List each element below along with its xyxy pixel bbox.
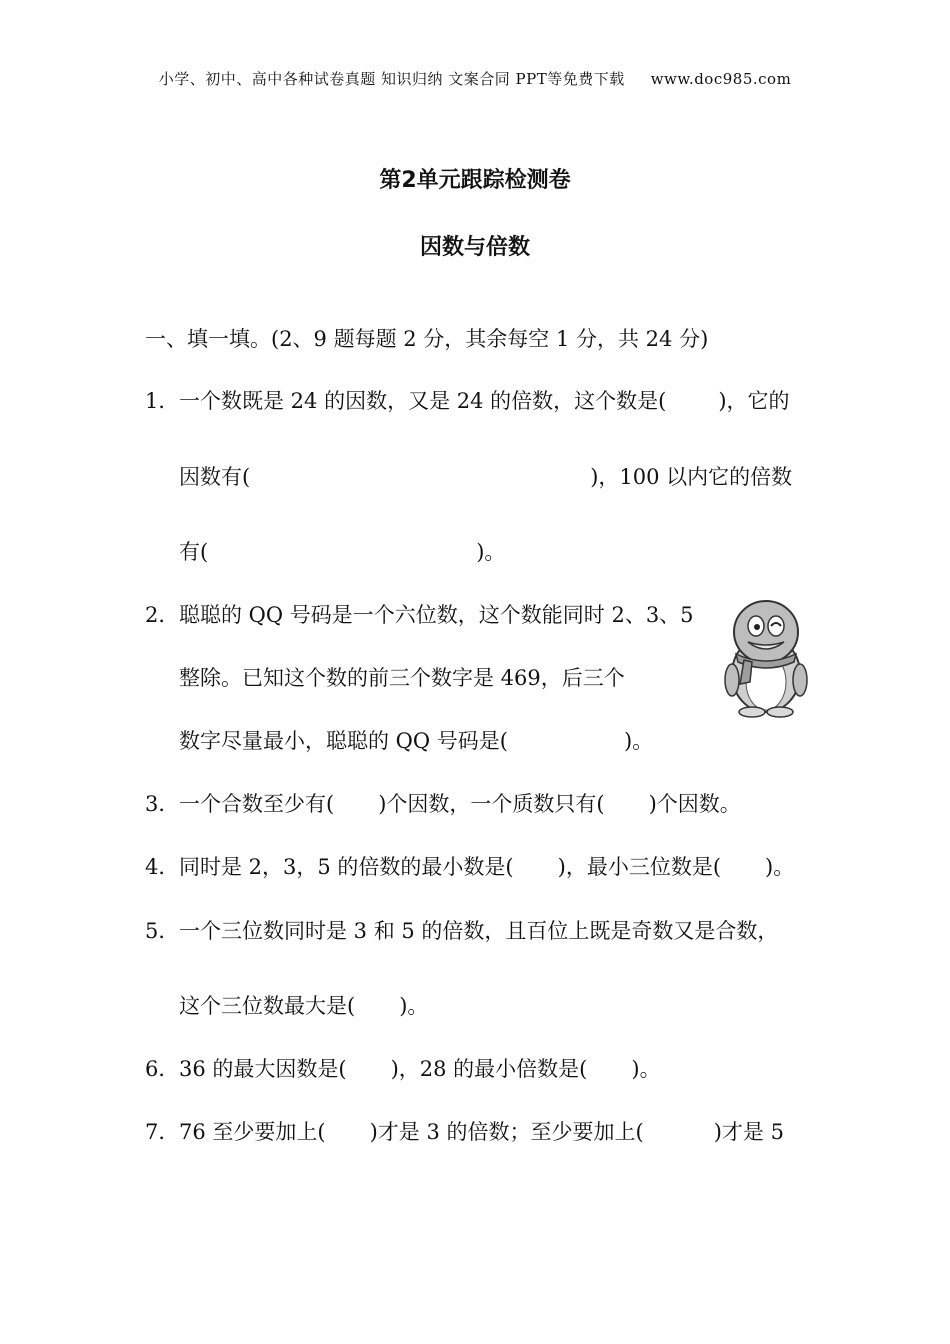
page-header xyxy=(0,68,950,89)
question-4: 4．同时是 2，3，5 的倍数的最小数是( )，最小三位数是( )。 xyxy=(145,851,794,881)
question-6: 6．36 的最大因数是( )，28 的最小倍数是( )。 xyxy=(145,1053,661,1083)
question-number: 7． xyxy=(145,1120,180,1144)
question-number: 2． xyxy=(145,603,180,627)
question-3: 3．一个合数至少有( )个因数，一个质数只有( )个因数。 xyxy=(145,788,741,818)
section-heading: 一、填一填。(2、9 题每题 2 分，其余每空 1 分，共 24 分) xyxy=(145,327,709,351)
question-1-line-2: 因数有( )，100 以内它的倍数 xyxy=(179,465,793,489)
question-5-line-2: 这个三位数最大是( )。 xyxy=(179,994,429,1018)
question-1-line-3: 有( )。 xyxy=(179,540,506,564)
question-number: 3． xyxy=(145,792,180,816)
page-title: 第2单元跟踪检测卷 xyxy=(379,168,571,193)
question-7: 7．76 至少要加上( )才是 3 的倍数；至少要加上( )才是 5 xyxy=(145,1116,784,1146)
question-5-line-1: 5．一个三位数同时是 3 和 5 的倍数，且百位上既是奇数又是合数， xyxy=(145,915,778,945)
question-2-line-3: 数字尽量最小，聪聪的 QQ 号码是( )。 xyxy=(179,729,654,753)
question-number: 6． xyxy=(145,1057,180,1081)
header-url[interactable]: www.doc985.com xyxy=(650,70,792,88)
question-number: 4． xyxy=(145,855,180,879)
question-2-line-1: 2．聪聪的 QQ 号码是一个六位数，这个数能同时 2、3、5 xyxy=(145,599,694,629)
question-number: 5． xyxy=(145,919,180,943)
penguin-illustration xyxy=(720,596,812,718)
question-1-line-1: 1．一个数既是 24 的因数，又是 24 的倍数，这个数是( )，它的 xyxy=(145,385,790,415)
question-2-line-2: 整除。已知这个数的前三个数字是 469，后三个 xyxy=(179,666,625,690)
page-subtitle: 因数与倍数 xyxy=(419,235,530,260)
question-number: 1． xyxy=(145,389,180,413)
header-text: 小学、初中、高中各种试卷真题 知识归纳 文案合同 PPT等免费下载 xyxy=(158,70,625,88)
